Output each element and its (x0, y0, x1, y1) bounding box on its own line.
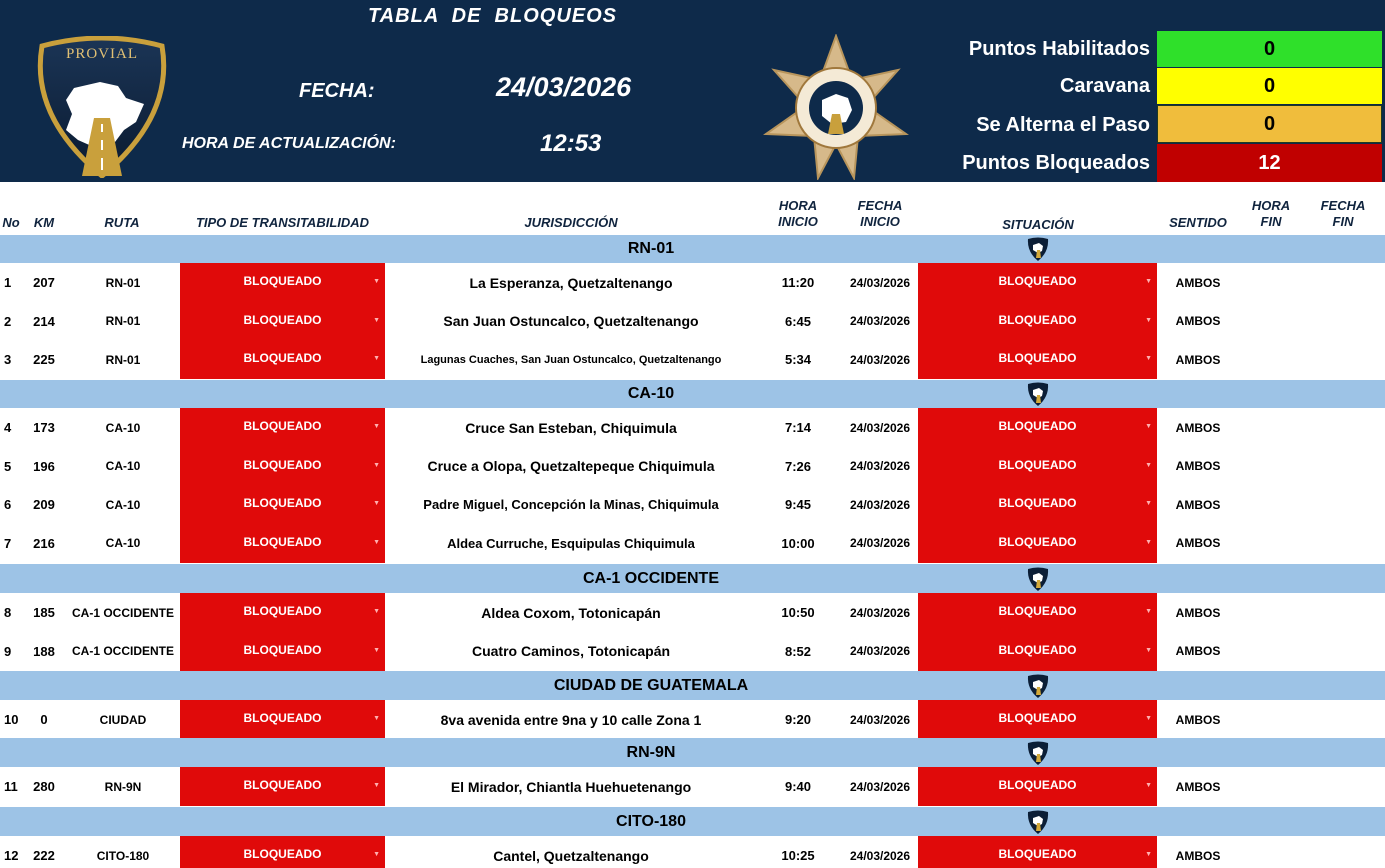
cell-ruta: RN-01 (105, 352, 141, 367)
cell-km: 185 (33, 605, 55, 620)
cell-no: 3 (4, 352, 12, 368)
cell-fecha-inicio: 24/03/2026 (849, 314, 911, 329)
dropdown-arrow-icon[interactable]: ▼ (373, 316, 380, 324)
cell-km: 196 (33, 458, 55, 474)
cell-tipo-dropdown[interactable] (180, 263, 385, 302)
group-header-row (0, 738, 1385, 767)
cell-jurisdiccion: Cruce San Esteban, Chiquimula (465, 419, 677, 436)
table-row (0, 767, 1385, 806)
dropdown-arrow-icon[interactable]: ▼ (1145, 851, 1152, 858)
cell-situacion-dropdown[interactable] (918, 836, 1157, 868)
cell-jurisdiccion: San Juan Ostuncalco, Quetzaltenango (443, 313, 699, 330)
group-header-row (0, 235, 1385, 263)
cell-tipo-dropdown[interactable] (180, 593, 385, 632)
cell-ruta: CA-10 (105, 536, 141, 551)
group-name: CA-10 (627, 385, 675, 402)
cell-hora-inicio: 10:25 (781, 848, 815, 863)
table-row (0, 524, 1385, 563)
cell-ruta: CITO-180 (96, 848, 150, 863)
table-row (0, 836, 1385, 868)
cell-situacion-dropdown-label: BLOQUEADO (998, 642, 1077, 657)
cell-no: 9 (4, 643, 12, 659)
dropdown-arrow-icon[interactable]: ▼ (1145, 782, 1152, 789)
dropdown-arrow-icon[interactable]: ▼ (373, 538, 380, 546)
cell-hora-inicio: 9:45 (784, 497, 812, 513)
cell-km: 207 (33, 275, 55, 290)
cell-tipo-dropdown-label: BLOQUEADO (243, 604, 322, 618)
cell-tipo-dropdown[interactable] (180, 408, 385, 447)
cell-situacion-dropdown-label: BLOQUEADO (998, 847, 1077, 861)
cell-ruta: CA-1 OCCIDENTE (71, 605, 174, 620)
cell-tipo-dropdown-label: BLOQUEADO (243, 312, 322, 327)
col-header-tipo: TIPO DE TRANSITABILIDAD (195, 215, 370, 230)
dropdown-arrow-icon[interactable]: ▼ (373, 782, 380, 789)
cell-fecha-inicio: 24/03/2026 (849, 275, 911, 290)
cell-situacion-dropdown[interactable] (918, 447, 1157, 486)
cell-tipo-dropdown[interactable] (180, 485, 385, 524)
cell-situacion-dropdown[interactable] (918, 302, 1157, 341)
cell-no: 5 (4, 458, 12, 474)
cell-tipo-dropdown-label: BLOQUEADO (243, 847, 322, 861)
hora-actualizacion-label: HORA DE ACTUALIZACIÓN: (182, 135, 396, 152)
situacion-shield-icon (1025, 740, 1051, 766)
cell-hora-inicio: 9:40 (784, 779, 812, 794)
cell-tipo-dropdown-label: BLOQUEADO (243, 419, 322, 433)
table-row (0, 447, 1385, 486)
cell-fecha-inicio: 24/03/2026 (849, 459, 911, 474)
cell-km: 214 (33, 313, 55, 329)
table-row (0, 340, 1385, 379)
group-header-row (0, 380, 1385, 408)
table-row (0, 632, 1385, 671)
dropdown-arrow-icon[interactable]: ▼ (373, 423, 380, 430)
dropdown-arrow-icon[interactable]: ▼ (1145, 500, 1152, 508)
col-header-fecha-fin-line2: FIN (1332, 214, 1354, 229)
cell-fecha-inicio: 24/03/2026 (849, 848, 911, 863)
cell-ruta: RN-01 (105, 314, 141, 329)
dropdown-arrow-icon[interactable]: ▼ (1145, 715, 1152, 722)
cell-tipo-dropdown[interactable] (180, 836, 385, 868)
group-name: RN-01 (627, 240, 675, 257)
cell-situacion-dropdown-label: BLOQUEADO (998, 778, 1077, 792)
cell-fecha-inicio: 24/03/2026 (849, 420, 911, 435)
cell-no: 7 (4, 535, 12, 551)
cell-tipo-dropdown[interactable] (180, 524, 385, 563)
col-header-hora-fin-line2: FIN (1260, 214, 1282, 229)
puntos-habilitados-count: 0 (1157, 31, 1382, 67)
cell-situacion-dropdown-label: BLOQUEADO (998, 496, 1077, 511)
dropdown-arrow-icon[interactable]: ▼ (1145, 646, 1152, 654)
table-row (0, 263, 1385, 302)
cell-sentido: AMBOS (1175, 644, 1221, 659)
cell-situacion-dropdown-label: BLOQUEADO (998, 534, 1077, 549)
group-name: CIUDAD DE GUATEMALA (553, 677, 749, 694)
cell-sentido: AMBOS (1175, 352, 1221, 367)
fecha-label: FECHA: (299, 80, 375, 102)
brigada-emblem-icon (760, 34, 912, 180)
cell-ruta: CIUDAD (99, 712, 147, 727)
cell-ruta: CA-1 OCCIDENTE (71, 644, 174, 659)
col-header-fecha-fin (1312, 198, 1374, 230)
cell-sentido: AMBOS (1175, 420, 1221, 435)
dropdown-arrow-icon[interactable]: ▼ (373, 608, 380, 615)
cell-tipo-dropdown[interactable] (180, 447, 385, 486)
cell-tipo-dropdown[interactable] (180, 632, 385, 671)
cell-no: 1 (4, 275, 12, 290)
cell-tipo-dropdown[interactable] (180, 700, 385, 739)
cell-situacion-dropdown-label: BLOQUEADO (998, 457, 1077, 472)
group-name: CA-1 OCCIDENTE (582, 570, 719, 587)
col-header-hora-fin-line1: HORA (1251, 198, 1291, 213)
cell-no: 2 (4, 313, 12, 329)
table-row (0, 485, 1385, 524)
cell-fecha-inicio: 24/03/2026 (849, 605, 911, 620)
cell-km: 280 (33, 779, 55, 794)
col-header-hora-inicio (768, 198, 828, 230)
cell-hora-inicio: 7:14 (784, 420, 812, 435)
cell-fecha-inicio: 24/03/2026 (849, 644, 911, 659)
cell-ruta: CA-10 (105, 497, 141, 512)
cell-sentido: AMBOS (1175, 314, 1221, 329)
puntos-habilitados-label: Puntos Habilitados (968, 38, 1150, 60)
cell-sentido: AMBOS (1175, 848, 1221, 863)
dropdown-arrow-icon[interactable]: ▼ (1145, 538, 1152, 546)
cell-km: 216 (33, 535, 55, 551)
cell-jurisdiccion: La Esperanza, Quetzaltenango (469, 274, 673, 291)
cell-jurisdiccion: Aldea Coxom, Totonicapán (481, 604, 661, 621)
report-header (0, 0, 1385, 182)
cell-hora-inicio: 8:52 (784, 643, 812, 659)
cell-jurisdiccion: Cuatro Caminos, Totonicapán (471, 643, 671, 660)
cell-tipo-dropdown-label: BLOQUEADO (243, 351, 322, 366)
hora-actualizacion-value: 12:53 (540, 130, 602, 157)
cell-km: 173 (33, 420, 55, 435)
col-header-ruta: RUTA (104, 215, 140, 230)
dropdown-arrow-icon[interactable]: ▼ (1145, 316, 1152, 324)
table-row (0, 302, 1385, 341)
table-row (0, 593, 1385, 632)
cell-situacion-dropdown-label: BLOQUEADO (998, 274, 1077, 288)
cell-tipo-dropdown-label: BLOQUEADO (243, 274, 322, 288)
svg-text:PROVIAL: PROVIAL (65, 46, 139, 62)
cell-hora-inicio: 10:50 (781, 605, 815, 620)
col-header-sentido: SENTIDO (1169, 215, 1227, 230)
col-header-jurisdiccion: JURISDICCIÓN (524, 215, 618, 230)
table-row (0, 700, 1385, 739)
cell-tipo-dropdown-label: BLOQUEADO (243, 642, 322, 657)
cell-sentido: AMBOS (1175, 459, 1221, 474)
report-title: TABLA DE BLOQUEOS (368, 5, 617, 27)
cell-tipo-dropdown[interactable] (180, 302, 385, 341)
col-header-hora-fin (1240, 198, 1302, 230)
col-header-fecha-inicio-line2: INICIO (860, 214, 900, 229)
cell-km: 209 (33, 497, 55, 513)
cell-km: 188 (33, 643, 55, 659)
cell-km: 0 (40, 712, 48, 727)
group-name: CITO-180 (616, 813, 686, 830)
cell-situacion-dropdown-label: BLOQUEADO (998, 351, 1077, 366)
cell-situacion-dropdown[interactable] (918, 593, 1157, 632)
se-alterna-el-paso-label: Se Alterna el Paso (976, 114, 1150, 136)
dropdown-arrow-icon[interactable]: ▼ (373, 355, 380, 363)
cell-situacion-dropdown[interactable] (918, 632, 1157, 671)
cell-tipo-dropdown-label: BLOQUEADO (243, 778, 322, 792)
cell-fecha-inicio: 24/03/2026 (849, 712, 911, 727)
cell-situacion-dropdown-label: BLOQUEADO (998, 419, 1077, 433)
situacion-shield-icon (1025, 381, 1051, 407)
fecha-value: 24/03/2026 (496, 72, 632, 102)
cell-hora-inicio: 9:20 (784, 712, 812, 727)
cell-situacion-dropdown[interactable] (918, 767, 1157, 806)
cell-fecha-inicio: 24/03/2026 (849, 497, 911, 512)
cell-fecha-inicio: 24/03/2026 (849, 536, 911, 551)
cell-sentido: AMBOS (1175, 712, 1221, 727)
puntos-bloqueados-label: Puntos Bloqueados (962, 152, 1150, 174)
cell-hora-inicio: 6:45 (784, 313, 812, 329)
cell-sentido: AMBOS (1175, 779, 1221, 794)
cell-sentido: AMBOS (1175, 497, 1221, 512)
table-row (0, 408, 1385, 447)
cell-ruta: CA-10 (105, 420, 141, 435)
cell-no: 4 (4, 420, 12, 435)
cell-no: 12 (4, 848, 19, 863)
cell-no: 6 (4, 497, 12, 513)
group-header-row (0, 564, 1385, 593)
cell-tipo-dropdown-label: BLOQUEADO (243, 496, 322, 511)
cell-ruta: RN-01 (105, 275, 141, 290)
dropdown-arrow-icon[interactable]: ▼ (1145, 608, 1152, 615)
group-name: RN-9N (626, 744, 676, 761)
cell-situacion-dropdown-label: BLOQUEADO (998, 711, 1077, 725)
situacion-shield-icon (1025, 566, 1051, 592)
cell-no: 8 (4, 605, 12, 620)
situacion-shield-icon (1025, 236, 1051, 262)
puntos-bloqueados-count: 12 (1157, 144, 1382, 182)
cell-km: 225 (33, 352, 55, 368)
dropdown-arrow-icon[interactable]: ▼ (373, 851, 380, 858)
cell-situacion-dropdown[interactable] (918, 700, 1157, 739)
cell-situacion-dropdown[interactable] (918, 408, 1157, 447)
cell-jurisdiccion: Cantel, Quetzaltenango (493, 847, 649, 864)
col-header-km: KM (33, 215, 55, 230)
col-header-hora-inicio-line1: HORA (778, 198, 818, 213)
situacion-shield-icon (1025, 809, 1051, 835)
col-header-fecha-fin-line1: FECHA (1320, 198, 1366, 213)
group-header-row (0, 671, 1385, 700)
cell-hora-inicio: 5:34 (784, 352, 812, 368)
cell-tipo-dropdown[interactable] (180, 767, 385, 806)
col-header-no: No (2, 215, 20, 230)
dropdown-arrow-icon[interactable]: ▼ (1145, 423, 1152, 430)
se-alterna-el-paso-count: 0 (1157, 105, 1382, 143)
cell-jurisdiccion: Padre Miguel, Concepción la Minas, Chiquimula (423, 497, 719, 513)
situacion-shield-icon (1025, 673, 1051, 699)
cell-sentido: AMBOS (1175, 275, 1221, 290)
cell-jurisdiccion: Lagunas Cuaches, San Juan Ostuncalco, Quetzaltenango (420, 353, 722, 366)
cell-situacion-dropdown[interactable] (918, 263, 1157, 302)
dropdown-arrow-icon[interactable]: ▼ (373, 715, 380, 722)
dropdown-arrow-icon[interactable]: ▼ (373, 646, 380, 654)
cell-hora-inicio: 7:26 (784, 458, 812, 474)
dropdown-arrow-icon[interactable]: ▼ (373, 500, 380, 508)
dropdown-arrow-icon[interactable]: ▼ (373, 278, 380, 285)
col-header-fecha-inicio (844, 198, 916, 230)
cell-tipo-dropdown[interactable] (180, 340, 385, 379)
dropdown-arrow-icon[interactable]: ▼ (1145, 278, 1152, 285)
cell-jurisdiccion: El Mirador, Chiantla Huehuetenango (450, 778, 692, 795)
dropdown-arrow-icon[interactable]: ▼ (1145, 461, 1152, 469)
cell-no: 10 (4, 712, 19, 727)
col-header-fecha-inicio-line1: FECHA (857, 198, 903, 213)
proviai-logo-icon (32, 36, 172, 178)
cell-situacion-dropdown[interactable] (918, 524, 1157, 563)
cell-no: 11 (4, 779, 18, 794)
cell-hora-inicio: 10:00 (781, 535, 815, 551)
cell-fecha-inicio: 24/03/2026 (849, 352, 911, 367)
col-header-hora-inicio-line2: INICIO (778, 214, 818, 229)
cell-fecha-inicio: 24/03/2026 (849, 779, 911, 794)
cell-ruta: RN-9N (104, 779, 142, 794)
cell-situacion-dropdown[interactable] (918, 485, 1157, 524)
cell-jurisdiccion: Cruce a Olopa, Quetzaltepeque Chiquimula (427, 458, 715, 475)
caravana-count: 0 (1157, 68, 1382, 104)
col-header-situacion: SITUACIÓN (1002, 217, 1074, 232)
cell-hora-inicio: 11:20 (781, 275, 815, 290)
cell-ruta: CA-10 (105, 459, 141, 474)
cell-situacion-dropdown-label: BLOQUEADO (998, 604, 1077, 618)
cell-situacion-dropdown-label: BLOQUEADO (998, 312, 1077, 327)
group-header-row (0, 807, 1385, 836)
cell-jurisdiccion: 8va avenida entre 9na y 10 calle Zona 1 (440, 711, 702, 728)
cell-sentido: AMBOS (1175, 536, 1221, 551)
cell-jurisdiccion: Aldea Curruche, Esquipulas Chiquimula (447, 535, 695, 551)
caravana-label: Caravana (1059, 75, 1150, 97)
cell-tipo-dropdown-label: BLOQUEADO (243, 534, 322, 549)
cell-situacion-dropdown[interactable] (918, 340, 1157, 379)
cell-km: 222 (33, 848, 55, 863)
cell-tipo-dropdown-label: BLOQUEADO (243, 711, 322, 725)
dropdown-arrow-icon[interactable]: ▼ (373, 461, 380, 469)
cell-tipo-dropdown-label: BLOQUEADO (243, 457, 322, 472)
cell-sentido: AMBOS (1175, 605, 1221, 620)
dropdown-arrow-icon[interactable]: ▼ (1145, 355, 1152, 363)
